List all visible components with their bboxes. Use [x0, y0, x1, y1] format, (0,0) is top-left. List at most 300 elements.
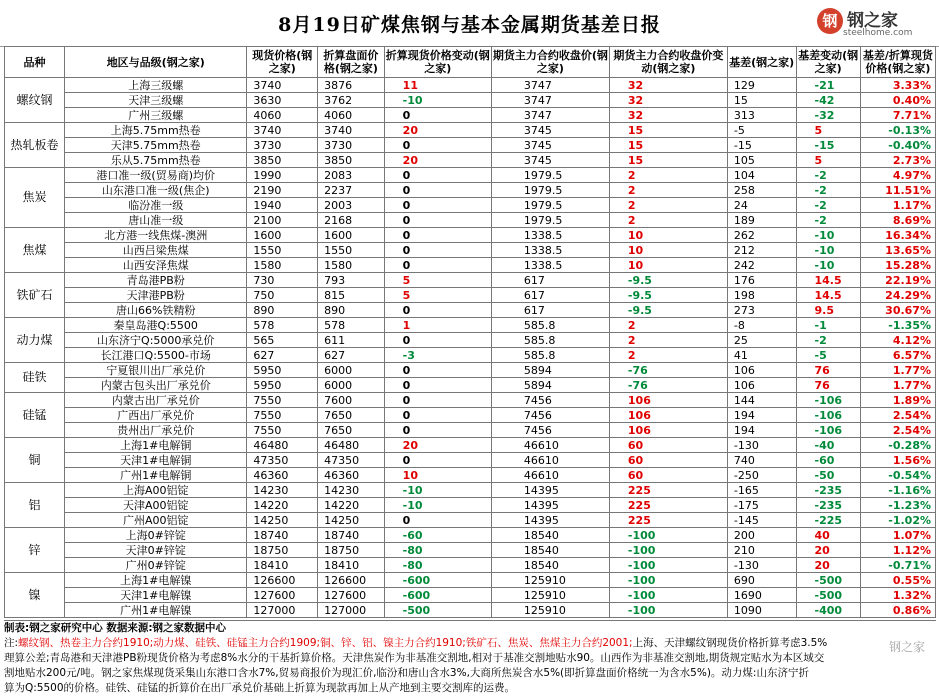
- futures-change-cell: 2: [609, 198, 727, 213]
- converted-price-cell: 14220: [318, 498, 385, 513]
- spot-price-cell: 18740: [247, 528, 318, 543]
- futures-close-cell: 125910: [491, 573, 609, 588]
- basis-cell: -15: [727, 138, 796, 153]
- basis-ratio-cell: -0.54%: [860, 468, 935, 483]
- futures-close-cell: 125910: [491, 588, 609, 603]
- futures-close-cell: 46610: [491, 468, 609, 483]
- basis-cell: 690: [727, 573, 796, 588]
- basis-change-cell: -40: [796, 438, 860, 453]
- futures-change-cell: 15: [609, 153, 727, 168]
- spot-price-cell: 14230: [247, 483, 318, 498]
- table-row: [5, 243, 936, 258]
- table-row: [5, 288, 936, 303]
- basis-change-cell: -1: [796, 318, 860, 333]
- basis-cell: 106: [727, 378, 796, 393]
- converted-price-cell: 2237: [318, 183, 385, 198]
- spot-change-cell: -600: [384, 573, 491, 588]
- table-row: [5, 183, 936, 198]
- spot-price-cell: 1600: [247, 228, 318, 243]
- converted-price-cell: 7650: [318, 423, 385, 438]
- spot-price-cell: 47350: [247, 453, 318, 468]
- converted-price-cell: 1550: [318, 243, 385, 258]
- converted-price-cell: 126600: [318, 573, 385, 588]
- table-row: [5, 408, 936, 423]
- futures-close-cell: 5894: [491, 363, 609, 378]
- basis-change-cell: 20: [796, 558, 860, 573]
- basis-ratio-cell: 0.86%: [860, 603, 935, 618]
- table-row: [5, 528, 936, 543]
- futures-change-cell: 225: [609, 513, 727, 528]
- converted-price-cell: 793: [318, 273, 385, 288]
- basis-cell: -250: [727, 468, 796, 483]
- table-row: [5, 333, 936, 348]
- basis-cell: 1690: [727, 588, 796, 603]
- region-cell: 上海1#电解镍: [65, 573, 247, 588]
- basis-change-cell: -225: [796, 513, 860, 528]
- column-header: 期货主力合约收盘价变动(钢之家): [609, 47, 727, 78]
- converted-price-cell: 18740: [318, 528, 385, 543]
- futures-close-cell: 617: [491, 288, 609, 303]
- basis-cell: 106: [727, 363, 796, 378]
- futures-change-cell: 32: [609, 93, 727, 108]
- basis-ratio-cell: 2.73%: [860, 153, 935, 168]
- basis-ratio-cell: 24.29%: [860, 288, 935, 303]
- futures-change-cell: 106: [609, 423, 727, 438]
- futures-change-cell: -9.5: [609, 273, 727, 288]
- spot-change-cell: 0: [384, 183, 491, 198]
- logo-text: 钢之家: [847, 11, 898, 31]
- basis-change-cell: -106: [796, 393, 860, 408]
- futures-close-cell: 5894: [491, 378, 609, 393]
- table-row: [5, 453, 936, 468]
- spot-price-cell: 18750: [247, 543, 318, 558]
- basis-cell: 176: [727, 273, 796, 288]
- spot-price-cell: 18410: [247, 558, 318, 573]
- converted-price-cell: 46360: [318, 468, 385, 483]
- futures-close-cell: 1338.5: [491, 228, 609, 243]
- spot-change-cell: 0: [384, 513, 491, 528]
- converted-price-cell: 2003: [318, 198, 385, 213]
- basis-change-cell: -500: [796, 573, 860, 588]
- futures-change-cell: 225: [609, 483, 727, 498]
- spot-price-cell: 46360: [247, 468, 318, 483]
- futures-close-cell: 14395: [491, 513, 609, 528]
- region-cell: 天津0#锌锭: [65, 543, 247, 558]
- basis-cell: -165: [727, 483, 796, 498]
- category-cell: 动力煤: [5, 318, 65, 363]
- basis-cell: 210: [727, 543, 796, 558]
- basis-cell: 194: [727, 423, 796, 438]
- basis-cell: -145: [727, 513, 796, 528]
- futures-change-cell: -100: [609, 558, 727, 573]
- table-row: [5, 423, 936, 438]
- basis-cell: 105: [727, 153, 796, 168]
- region-cell: 天津1#电解铜: [65, 453, 247, 468]
- converted-price-cell: 1600: [318, 228, 385, 243]
- region-cell: 上海5.75mm热卷: [65, 123, 247, 138]
- basis-change-cell: -2: [796, 333, 860, 348]
- futures-close-cell: 1338.5: [491, 243, 609, 258]
- basis-ratio-cell: 1.56%: [860, 453, 935, 468]
- futures-close-cell: 14395: [491, 498, 609, 513]
- region-cell: 上海A00铝锭: [65, 483, 247, 498]
- converted-price-cell: 3850: [318, 153, 385, 168]
- basis-cell: 104: [727, 168, 796, 183]
- spot-change-cell: 0: [384, 213, 491, 228]
- futures-change-cell: -76: [609, 363, 727, 378]
- spot-price-cell: 7550: [247, 408, 318, 423]
- region-cell: 港口准一级(贸易商)均价: [65, 168, 247, 183]
- futures-close-cell: 3745: [491, 123, 609, 138]
- futures-close-cell: 585.8: [491, 348, 609, 363]
- converted-price-cell: 6000: [318, 378, 385, 393]
- column-header: 折算现货价格变动(钢之家): [384, 47, 491, 78]
- table-row: [5, 228, 936, 243]
- converted-price-cell: 18410: [318, 558, 385, 573]
- basis-ratio-cell: -0.28%: [860, 438, 935, 453]
- spot-price-cell: 7550: [247, 423, 318, 438]
- spot-change-cell: 5: [384, 288, 491, 303]
- converted-price-cell: 127000: [318, 603, 385, 618]
- spot-price-cell: 1550: [247, 243, 318, 258]
- category-cell: 镍: [5, 573, 65, 618]
- basis-cell: 129: [727, 78, 796, 93]
- table-row: [5, 318, 936, 333]
- spot-change-cell: 0: [384, 228, 491, 243]
- futures-change-cell: 2: [609, 183, 727, 198]
- converted-price-cell: 890: [318, 303, 385, 318]
- basis-cell: 189: [727, 213, 796, 228]
- converted-price-cell: 3876: [318, 78, 385, 93]
- futures-change-cell: 106: [609, 408, 727, 423]
- spot-change-cell: -10: [384, 93, 491, 108]
- futures-close-cell: 3745: [491, 153, 609, 168]
- basis-ratio-cell: 30.67%: [860, 303, 935, 318]
- spot-change-cell: 20: [384, 123, 491, 138]
- spot-price-cell: 1990: [247, 168, 318, 183]
- basis-ratio-cell: -1.35%: [860, 318, 935, 333]
- futures-close-cell: 1338.5: [491, 258, 609, 273]
- basis-ratio-cell: -0.13%: [860, 123, 935, 138]
- spot-price-cell: 126600: [247, 573, 318, 588]
- spot-price-cell: 627: [247, 348, 318, 363]
- region-cell: 上海1#电解铜: [65, 438, 247, 453]
- converted-price-cell: 611: [318, 333, 385, 348]
- basis-cell: 740: [727, 453, 796, 468]
- basis-cell: -130: [727, 558, 796, 573]
- spot-change-cell: 0: [384, 108, 491, 123]
- spot-change-cell: 0: [384, 453, 491, 468]
- category-cell: 铁矿石: [5, 273, 65, 318]
- table-row: [5, 198, 936, 213]
- basis-change-cell: 14.5: [796, 273, 860, 288]
- spot-change-cell: -60: [384, 528, 491, 543]
- futures-change-cell: 10: [609, 228, 727, 243]
- futures-change-cell: 2: [609, 333, 727, 348]
- basis-ratio-cell: 4.12%: [860, 333, 935, 348]
- basis-change-cell: 14.5: [796, 288, 860, 303]
- converted-price-cell: 6000: [318, 363, 385, 378]
- column-header: 期货主力合约收盘价(钢之家): [491, 47, 609, 78]
- basis-ratio-cell: 13.65%: [860, 243, 935, 258]
- converted-price-cell: 127600: [318, 588, 385, 603]
- table-row: [5, 588, 936, 603]
- converted-price-cell: 7650: [318, 408, 385, 423]
- converted-price-cell: 46480: [318, 438, 385, 453]
- steelhome-logo: [811, 4, 929, 42]
- column-header: 现货价格(钢之家): [247, 47, 318, 78]
- basis-change-cell: -2: [796, 213, 860, 228]
- spot-price-cell: 565: [247, 333, 318, 348]
- table-row: [5, 483, 936, 498]
- futures-close-cell: 1979.5: [491, 198, 609, 213]
- basis-change-cell: 20: [796, 543, 860, 558]
- spot-change-cell: 0: [384, 393, 491, 408]
- region-cell: 天津1#电解镍: [65, 588, 247, 603]
- region-cell: 天津5.75mm热卷: [65, 138, 247, 153]
- basis-cell: 273: [727, 303, 796, 318]
- spot-price-cell: 730: [247, 273, 318, 288]
- region-cell: 广州三级螺: [65, 108, 247, 123]
- basis-change-cell: -400: [796, 603, 860, 618]
- futures-change-cell: 106: [609, 393, 727, 408]
- spot-price-cell: 127000: [247, 603, 318, 618]
- basis-change-cell: -10: [796, 228, 860, 243]
- futures-change-cell: 10: [609, 258, 727, 273]
- basis-cell: 144: [727, 393, 796, 408]
- spot-change-cell: 10: [384, 468, 491, 483]
- basis-cell: 1090: [727, 603, 796, 618]
- spot-change-cell: -10: [384, 483, 491, 498]
- region-cell: 上海0#锌锭: [65, 528, 247, 543]
- spot-change-cell: -3: [384, 348, 491, 363]
- steelhome-logo-icon: 钢: [817, 8, 843, 34]
- category-cell: 螺纹钢: [5, 78, 65, 123]
- basis-change-cell: -2: [796, 168, 860, 183]
- basis-ratio-cell: -1.02%: [860, 513, 935, 528]
- futures-change-cell: 15: [609, 138, 727, 153]
- column-header: 折算盘面价格(钢之家): [318, 47, 385, 78]
- table-row: [5, 558, 936, 573]
- futures-close-cell: 1979.5: [491, 168, 609, 183]
- spot-price-cell: 3850: [247, 153, 318, 168]
- basis-ratio-cell: 1.17%: [860, 198, 935, 213]
- basis-cell: 258: [727, 183, 796, 198]
- converted-price-cell: 1580: [318, 258, 385, 273]
- futures-change-cell: -100: [609, 528, 727, 543]
- basis-ratio-cell: 1.89%: [860, 393, 935, 408]
- region-cell: 天津三级螺: [65, 93, 247, 108]
- page-title: 8月19日矿煤焦钢与基本金属期货基差日报: [278, 14, 661, 36]
- futures-change-cell: 32: [609, 108, 727, 123]
- spot-price-cell: 3630: [247, 93, 318, 108]
- region-cell: 山西安泽焦煤: [65, 258, 247, 273]
- category-cell: 热轧板卷: [5, 123, 65, 168]
- futures-close-cell: 585.8: [491, 318, 609, 333]
- region-cell: 天津A00铝锭: [65, 498, 247, 513]
- table-row: [5, 78, 936, 93]
- spot-change-cell: 20: [384, 153, 491, 168]
- converted-price-cell: 47350: [318, 453, 385, 468]
- basis-change-cell: 76: [796, 363, 860, 378]
- region-cell: 临汾准一级: [65, 198, 247, 213]
- region-cell: 广州0#锌锭: [65, 558, 247, 573]
- column-header: 基差变动(钢之家): [796, 47, 860, 78]
- spot-price-cell: 890: [247, 303, 318, 318]
- region-cell: 乐从5.75mm热卷: [65, 153, 247, 168]
- region-cell: 广西出厂承兑价: [65, 408, 247, 423]
- converted-price-cell: 3740: [318, 123, 385, 138]
- converted-price-cell: 14250: [318, 513, 385, 528]
- basis-ratio-cell: 8.69%: [860, 213, 935, 228]
- spot-price-cell: 127600: [247, 588, 318, 603]
- spot-price-cell: 5950: [247, 378, 318, 393]
- region-cell: 广州A00铝锭: [65, 513, 247, 528]
- futures-change-cell: -100: [609, 603, 727, 618]
- region-cell: 山东港口准一级(焦企): [65, 183, 247, 198]
- basis-ratio-cell: 1.77%: [860, 378, 935, 393]
- table-row: [5, 303, 936, 318]
- region-cell: 山东济宁Q:5000承兑价: [65, 333, 247, 348]
- spot-change-cell: 0: [384, 258, 491, 273]
- logo-url: steelhome.com: [843, 28, 913, 38]
- basis-ratio-cell: 6.57%: [860, 348, 935, 363]
- basis-ratio-cell: 7.71%: [860, 108, 935, 123]
- basis-change-cell: -235: [796, 498, 860, 513]
- basis-cell: 41: [727, 348, 796, 363]
- table-header-row: [5, 47, 936, 78]
- basis-cell: -5: [727, 123, 796, 138]
- table-row: [5, 213, 936, 228]
- futures-close-cell: 18540: [491, 543, 609, 558]
- region-cell: 山西吕梁焦煤: [65, 243, 247, 258]
- converted-price-cell: 627: [318, 348, 385, 363]
- futures-change-cell: 2: [609, 348, 727, 363]
- basis-ratio-cell: -1.16%: [860, 483, 935, 498]
- table-row: [5, 468, 936, 483]
- table-row: [5, 513, 936, 528]
- basis-cell: 262: [727, 228, 796, 243]
- spot-change-cell: 0: [384, 363, 491, 378]
- futures-close-cell: 3747: [491, 93, 609, 108]
- basis-ratio-cell: 0.40%: [860, 93, 935, 108]
- region-cell: 北方港一线焦煤-澳洲: [65, 228, 247, 243]
- converted-price-cell: 815: [318, 288, 385, 303]
- table-row: [5, 498, 936, 513]
- converted-price-cell: 7600: [318, 393, 385, 408]
- region-cell: 广州1#电解铜: [65, 468, 247, 483]
- spot-change-cell: -600: [384, 588, 491, 603]
- spot-change-cell: 0: [384, 378, 491, 393]
- converted-price-cell: 4060: [318, 108, 385, 123]
- region-cell: 天津港PB粉: [65, 288, 247, 303]
- table-row: [5, 378, 936, 393]
- basis-cell: 200: [727, 528, 796, 543]
- spot-change-cell: 0: [384, 423, 491, 438]
- column-header: 地区与品级(钢之家): [65, 47, 247, 78]
- table-row: [5, 273, 936, 288]
- column-header: 品种: [5, 47, 65, 78]
- spot-change-cell: 5: [384, 273, 491, 288]
- region-cell: 内蒙古包头出厂承兑价: [65, 378, 247, 393]
- category-cell: 锌: [5, 528, 65, 573]
- basis-ratio-cell: -0.40%: [860, 138, 935, 153]
- basis-ratio-cell: 2.54%: [860, 423, 935, 438]
- basis-ratio-cell: 15.28%: [860, 258, 935, 273]
- basis-cell: 313: [727, 108, 796, 123]
- basis-ratio-cell: 2.54%: [860, 408, 935, 423]
- spot-price-cell: 7550: [247, 393, 318, 408]
- basis-change-cell: -106: [796, 423, 860, 438]
- basis-change-cell: -2: [796, 183, 860, 198]
- spot-change-cell: -80: [384, 543, 491, 558]
- futures-close-cell: 1979.5: [491, 183, 609, 198]
- spot-change-cell: -80: [384, 558, 491, 573]
- region-cell: 上海三级螺: [65, 78, 247, 93]
- spot-change-cell: 0: [384, 303, 491, 318]
- futures-close-cell: 46610: [491, 453, 609, 468]
- futures-change-cell: -100: [609, 588, 727, 603]
- spot-price-cell: 578: [247, 318, 318, 333]
- spot-price-cell: 2100: [247, 213, 318, 228]
- futures-change-cell: 60: [609, 453, 727, 468]
- basis-cell: 24: [727, 198, 796, 213]
- watermark: 钢之家: [888, 640, 925, 654]
- converted-price-cell: 2168: [318, 213, 385, 228]
- futures-close-cell: 1979.5: [491, 213, 609, 228]
- futures-change-cell: 2: [609, 213, 727, 228]
- region-cell: 唐山准一级: [65, 213, 247, 228]
- table-row: [5, 93, 936, 108]
- basis-cell: 242: [727, 258, 796, 273]
- notes-line-5: 算为Q:5500的价格。硅铁、硅锰的折算价在出厂承兑价基础上折算为现款再加上从产地到主要交割库的运费。: [4, 682, 516, 694]
- futures-change-cell: -9.5: [609, 303, 727, 318]
- basis-change-cell: 9.5: [796, 303, 860, 318]
- spot-change-cell: 0: [384, 138, 491, 153]
- basis-ratio-cell: 16.34%: [860, 228, 935, 243]
- table-row: [5, 348, 936, 363]
- basis-table: [4, 46, 936, 618]
- basis-ratio-cell: 1.12%: [860, 543, 935, 558]
- futures-close-cell: 7456: [491, 393, 609, 408]
- table-row: [5, 138, 936, 153]
- basis-ratio-cell: 1.32%: [860, 588, 935, 603]
- basis-cell: -130: [727, 438, 796, 453]
- region-cell: 唐山66%铁精粉: [65, 303, 247, 318]
- basis-cell: -175: [727, 498, 796, 513]
- futures-change-cell: -100: [609, 543, 727, 558]
- basis-cell: 212: [727, 243, 796, 258]
- spot-price-cell: 3740: [247, 123, 318, 138]
- spot-price-cell: 14220: [247, 498, 318, 513]
- futures-close-cell: 14395: [491, 483, 609, 498]
- notes-line-4: 割地贴水200元/吨。钢之家焦煤现货采集山东港口含水7%,贸易商报价为现汇价,临汾和唐山含水3%,大商所焦炭含水5%(即折算盘面价格统一为含水5%)。动力煤:山东济宁折: [4, 667, 809, 679]
- futures-close-cell: 46610: [491, 438, 609, 453]
- report-header: [0, 0, 939, 47]
- converted-price-cell: 3762: [318, 93, 385, 108]
- futures-change-cell: -9.5: [609, 288, 727, 303]
- basis-change-cell: -106: [796, 408, 860, 423]
- futures-close-cell: 125910: [491, 603, 609, 618]
- basis-change-cell: -60: [796, 453, 860, 468]
- basis-change-cell: 5: [796, 123, 860, 138]
- region-cell: 宁夏银川出厂承兑价: [65, 363, 247, 378]
- basis-ratio-cell: -0.71%: [860, 558, 935, 573]
- spot-change-cell: -10: [384, 498, 491, 513]
- table-row: [5, 168, 936, 183]
- basis-change-cell: -500: [796, 588, 860, 603]
- spot-price-cell: 3740: [247, 78, 318, 93]
